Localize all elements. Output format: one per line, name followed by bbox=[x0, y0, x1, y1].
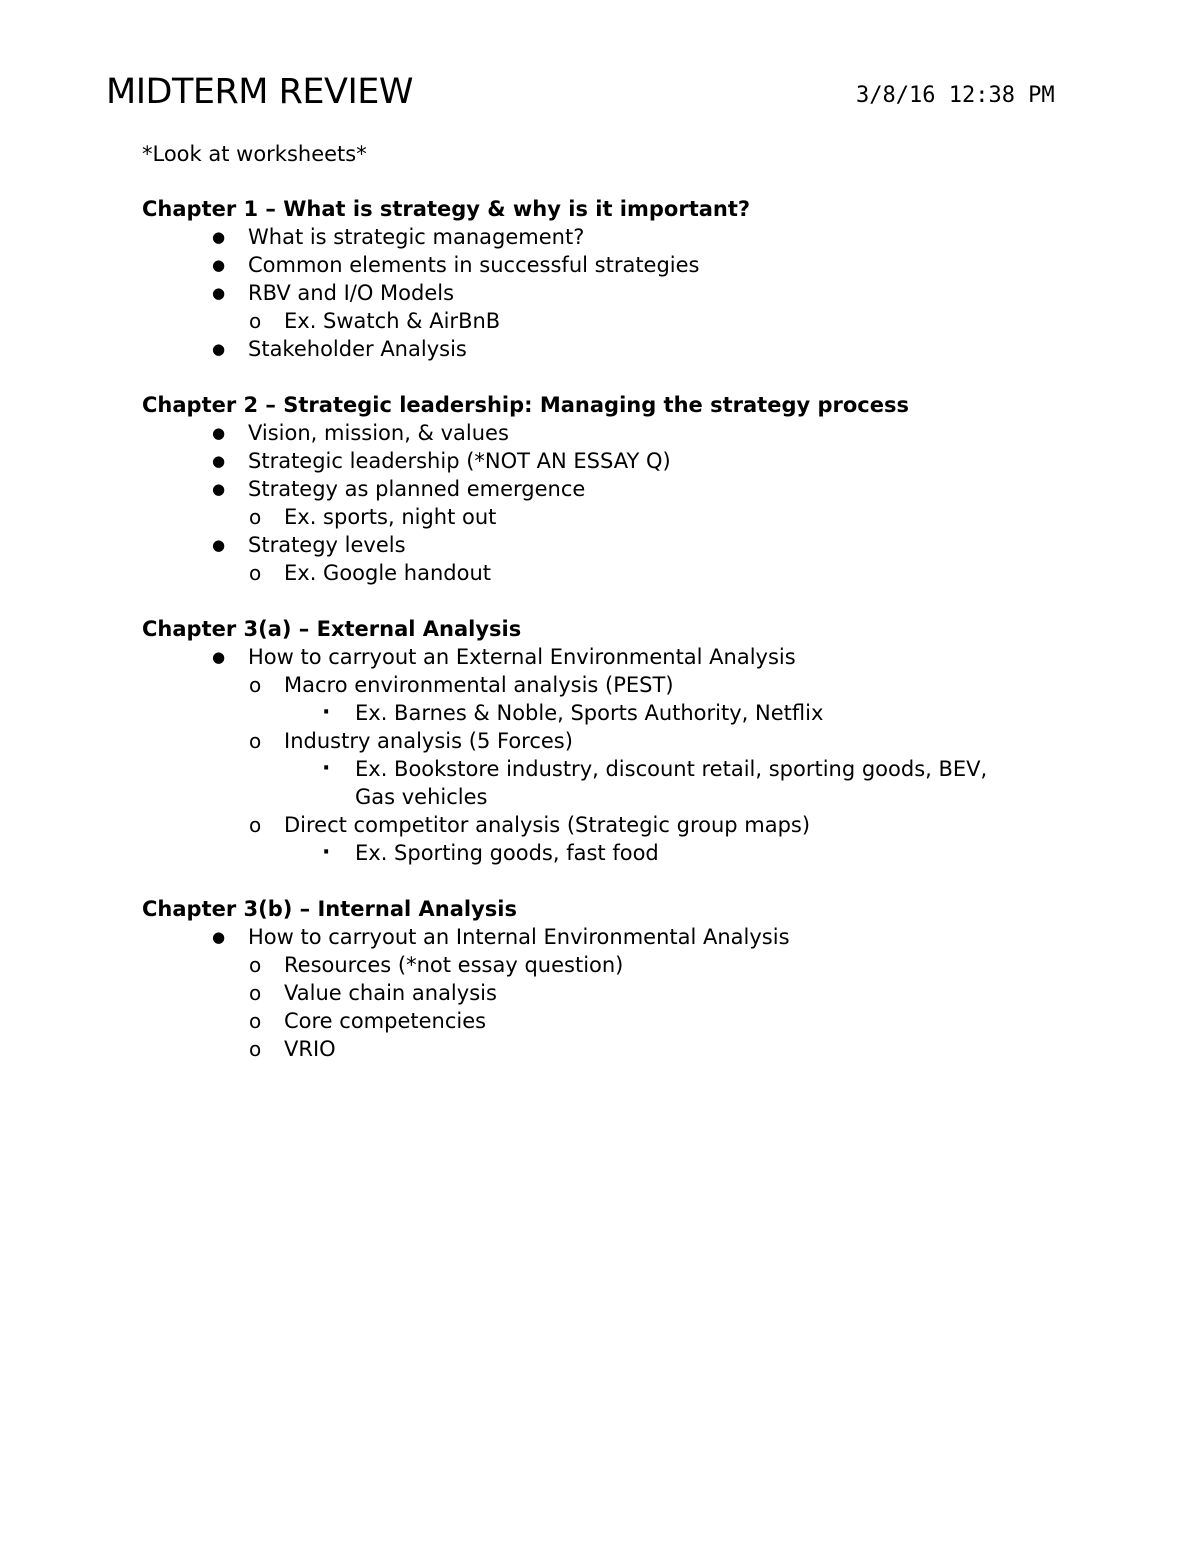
list-item-text: RBV and I/O Models bbox=[248, 281, 455, 305]
sub-sub-list-item: · Ex. Barnes & Noble, Sports Authority, Netflix bbox=[284, 699, 1142, 727]
sub-sub-list bbox=[284, 839, 1142, 867]
list-item-text: How to carryout an Internal Environmental Analysis bbox=[248, 925, 790, 949]
sub-list-item: o Resources (*not essay question) bbox=[213, 951, 1142, 979]
chapter-heading: Chapter 3(a) – External Analysis bbox=[142, 617, 522, 641]
sub-list bbox=[213, 559, 1142, 587]
bullet-list bbox=[142, 923, 1142, 1063]
sub-list bbox=[213, 307, 1142, 335]
chapter-heading: Chapter 2 – Strategic leadership: Managing the strategy process bbox=[142, 393, 909, 417]
sub-list-item: o Ex. Google handout bbox=[213, 559, 1142, 587]
sub-sub-list-item: · Ex. Sporting goods, fast food bbox=[284, 839, 1142, 867]
list-item: ● Stakeholder Analysis bbox=[142, 335, 1142, 363]
chapter-3a bbox=[142, 615, 1142, 867]
list-item-text: How to carryout an External Environmental Analysis bbox=[248, 645, 796, 669]
list-item-text: Strategy as planned emergence bbox=[248, 477, 586, 501]
sub-list-item: o Core competencies bbox=[213, 1007, 1142, 1035]
bullet-list bbox=[142, 223, 1142, 363]
sub-list-item: o Value chain analysis bbox=[213, 979, 1142, 1007]
list-item: ● Strategic leadership (*NOT AN ESSAY Q) bbox=[142, 447, 1142, 475]
sub-sub-list-item: · Ex. Bookstore industry, discount retail, sporting goods, BEV, Gas vehicles bbox=[284, 755, 1015, 811]
list-item bbox=[142, 643, 1142, 867]
chapter-heading: Chapter 3(b) – Internal Analysis bbox=[142, 897, 517, 921]
worksheet-note: *Look at worksheets* bbox=[142, 142, 367, 166]
chapter-heading: Chapter 1 – What is strategy & why is it important? bbox=[142, 197, 751, 221]
sub-list-item: o VRIO bbox=[213, 1035, 1142, 1063]
list-item: ● Common elements in successful strategies bbox=[142, 251, 1142, 279]
list-item bbox=[142, 531, 1142, 587]
list-item: ● What is strategic management? bbox=[142, 223, 1142, 251]
document-body bbox=[142, 140, 1142, 1091]
list-item bbox=[142, 923, 1142, 1063]
sub-list-item-text: Industry analysis (5 Forces) bbox=[284, 729, 573, 753]
page-title: MIDTERM REVIEW bbox=[106, 72, 414, 112]
list-item: ● Vision, mission, & values bbox=[142, 419, 1142, 447]
bullet-list bbox=[142, 643, 1142, 867]
sub-sub-list bbox=[284, 699, 1142, 727]
sub-list-item bbox=[213, 727, 1142, 811]
sub-list-item bbox=[213, 811, 1142, 867]
list-item bbox=[142, 475, 1142, 531]
chapter-3b bbox=[142, 895, 1142, 1063]
list-item-text: Strategy levels bbox=[248, 533, 406, 557]
chapter-1 bbox=[142, 195, 1142, 363]
chapter-2 bbox=[142, 391, 1142, 587]
sub-list-item bbox=[213, 671, 1142, 727]
sub-list bbox=[213, 671, 1142, 867]
list-item bbox=[142, 279, 1142, 335]
sub-list bbox=[213, 503, 1142, 531]
bullet-list bbox=[142, 419, 1142, 587]
sub-sub-list bbox=[284, 755, 1142, 811]
sub-list-item-text: Direct competitor analysis (Strategic group maps) bbox=[284, 813, 811, 837]
sub-list-item: o Ex. Swatch & AirBnB bbox=[213, 307, 1142, 335]
sub-list-item-text: Macro environmental analysis (PEST) bbox=[284, 673, 674, 697]
sub-list-item: o Ex. sports, night out bbox=[213, 503, 1142, 531]
timestamp: 3/8/16 12:38 PM bbox=[856, 83, 1055, 108]
sub-list bbox=[213, 951, 1142, 1063]
